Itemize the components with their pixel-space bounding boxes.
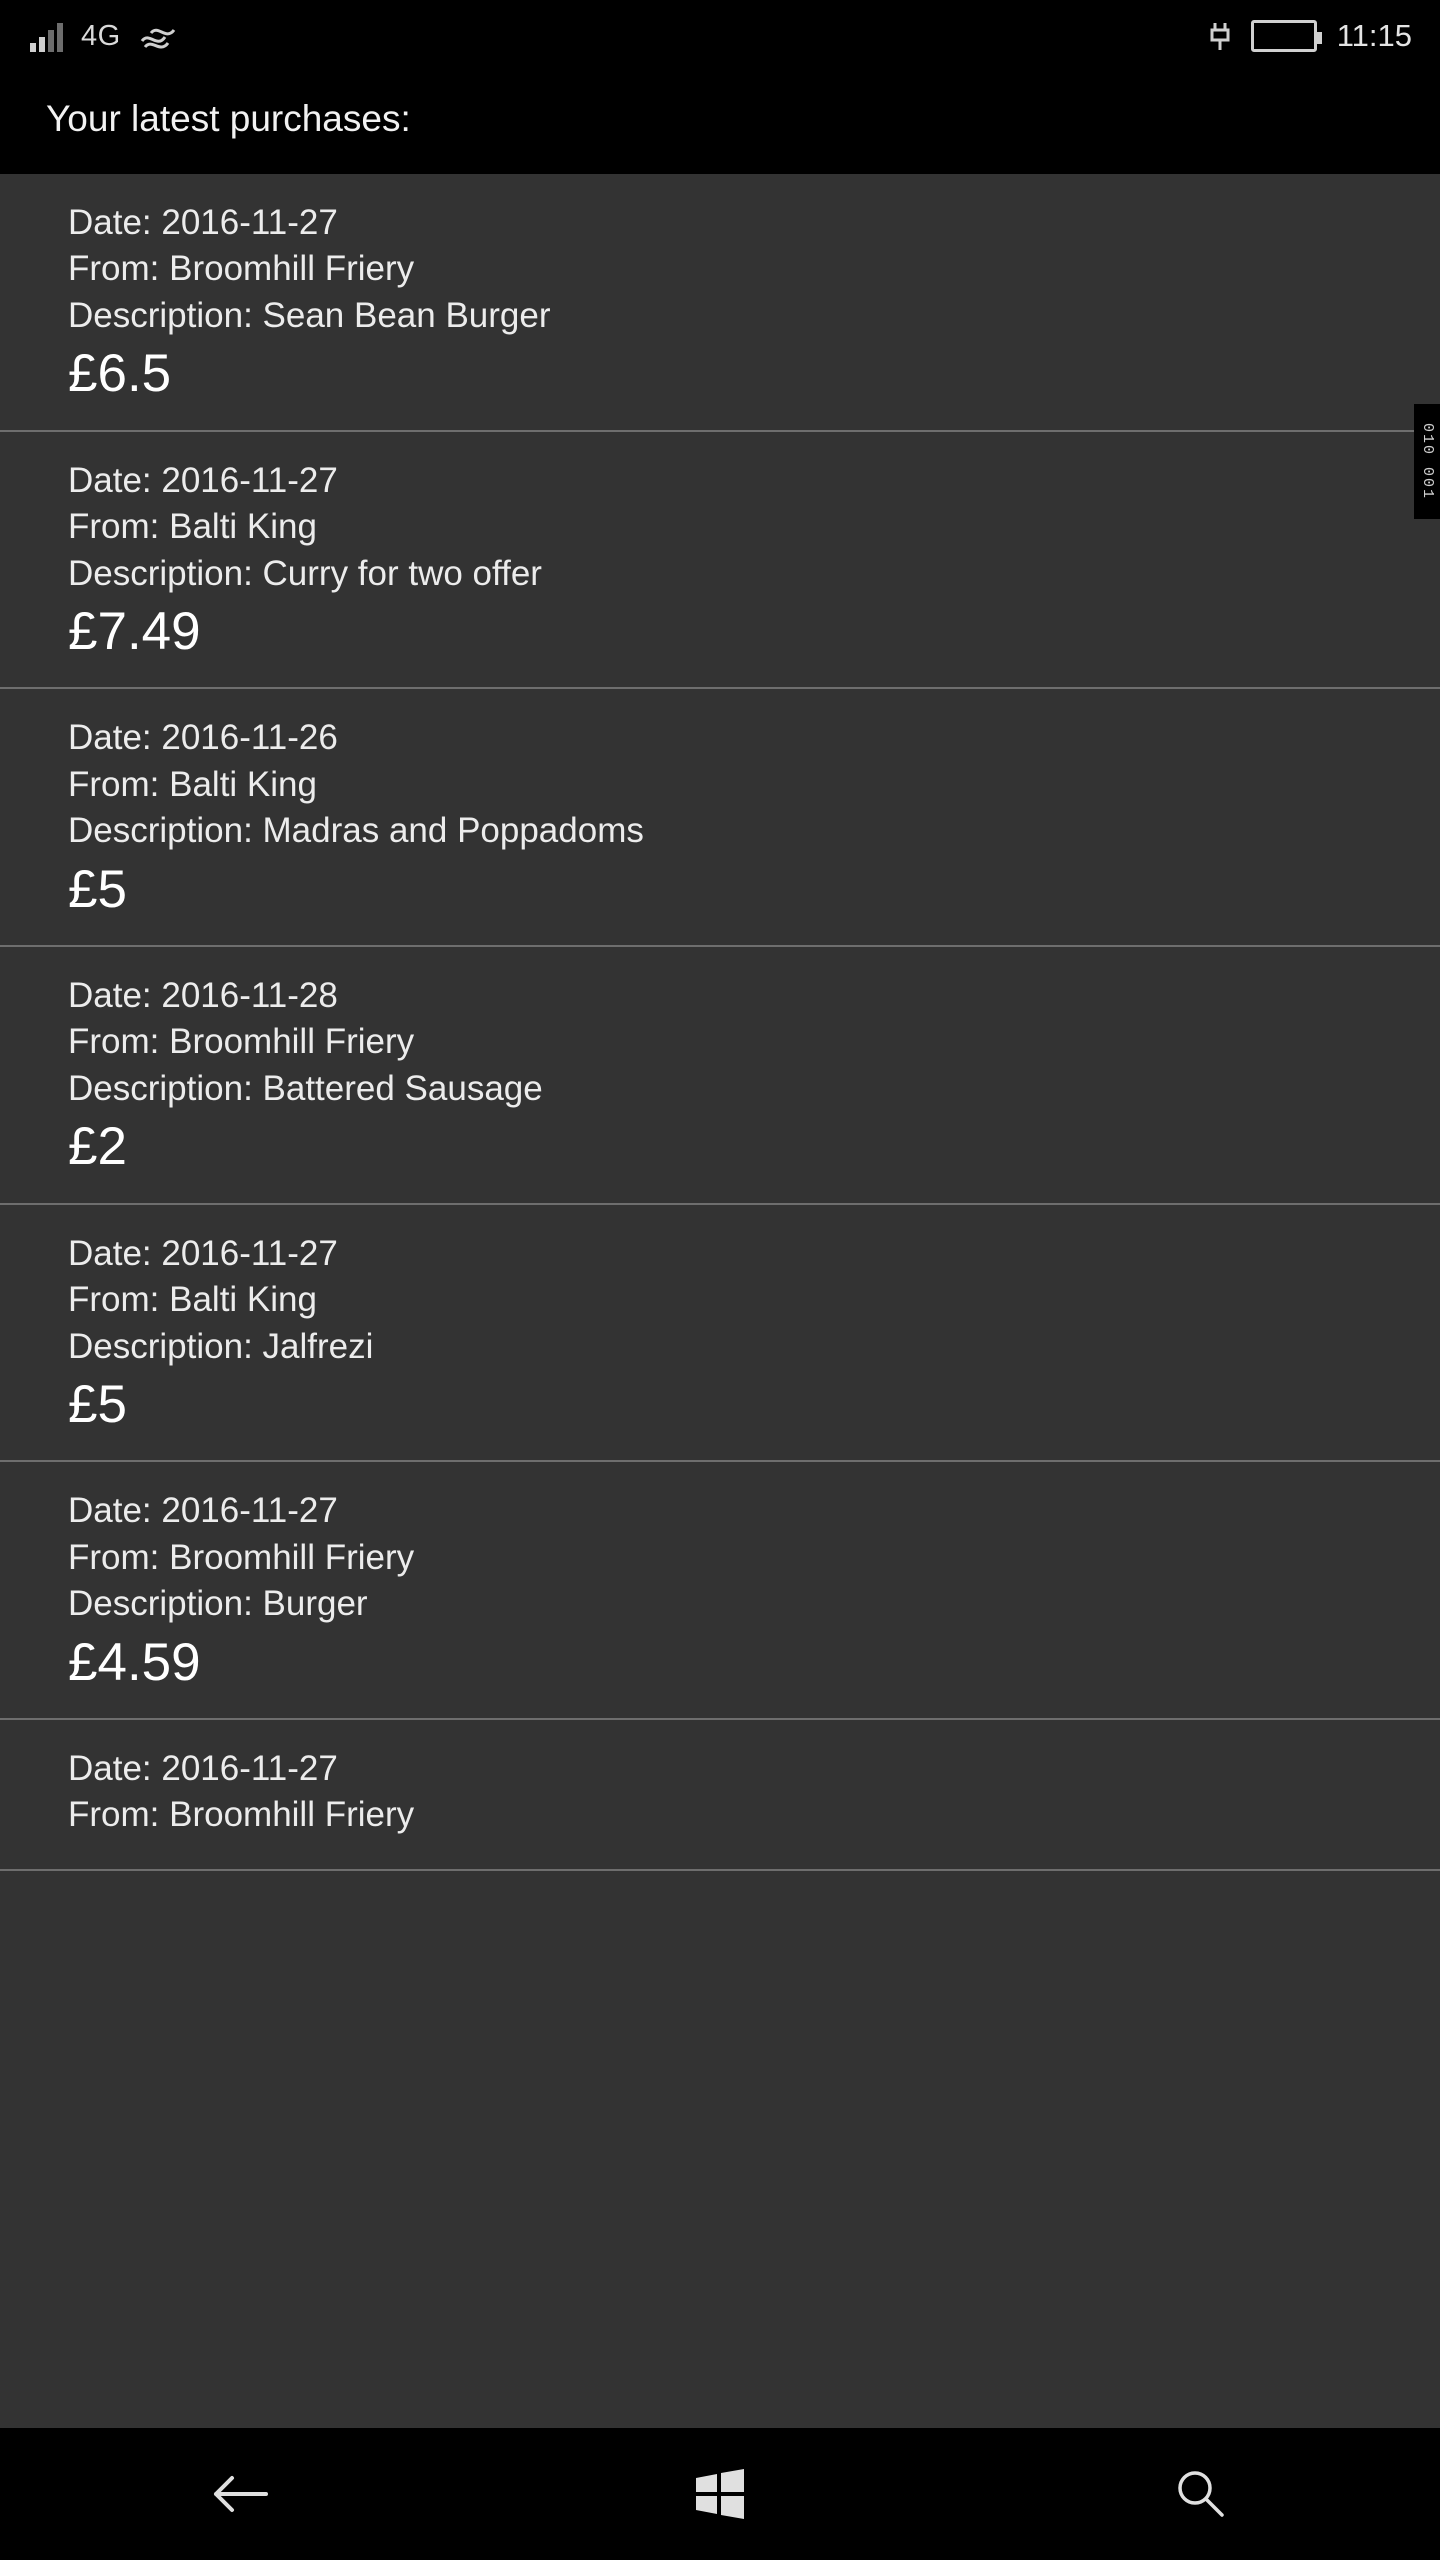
purchase-amount: £5 <box>68 859 127 919</box>
list-item[interactable] <box>0 432 1440 690</box>
purchase-from: From: Broomhill Friery <box>68 249 415 289</box>
purchase-description: Description: Sean Bean Burger <box>68 295 551 335</box>
search-button[interactable] <box>1090 2428 1310 2560</box>
network-type-label: 4G <box>81 19 121 52</box>
purchase-from: From: Broomhill Friery <box>68 1022 415 1062</box>
purchase-description: Description: Jalfrezi <box>68 1326 374 1366</box>
purchase-description: Description: Curry for two offer <box>68 553 542 593</box>
purchase-date: Date: 2016-11-27 <box>68 1233 338 1273</box>
purchase-from: From: Balti King <box>68 507 317 547</box>
list-item[interactable] <box>0 947 1440 1205</box>
purchase-description: Description: Madras and Poppadoms <box>68 811 644 851</box>
purchase-from: From: Broomhill Friery <box>68 1537 415 1577</box>
purchase-amount: £4.59 <box>68 1632 201 1692</box>
purchase-date: Date: 2016-11-27 <box>68 203 338 242</box>
navigation-bar <box>0 2428 1440 2560</box>
scrollbar[interactable] <box>1414 404 1440 519</box>
status-bar-right <box>1209 18 1412 54</box>
back-arrow-icon <box>208 2470 272 2518</box>
status-bar <box>0 0 1440 72</box>
list-item[interactable] <box>0 1720 1440 1871</box>
list-item[interactable] <box>0 689 1440 947</box>
purchase-amount: £5 <box>68 1375 127 1434</box>
purchase-date: Date: 2016-11-28 <box>68 976 338 1016</box>
data-activity-icon <box>139 21 179 51</box>
battery-full-icon <box>1251 20 1317 52</box>
clock-label: 11:15 <box>1336 18 1412 53</box>
purchase-from: From: Balti King <box>68 764 317 804</box>
back-button[interactable] <box>130 2428 350 2560</box>
purchase-date: Date: 2016-11-27 <box>68 1491 338 1531</box>
purchase-date: Date: 2016-11-27 <box>68 1749 338 1789</box>
list-item[interactable] <box>0 174 1440 432</box>
purchase-date: Date: 2016-11-26 <box>68 718 338 758</box>
windows-start-icon <box>692 2466 748 2522</box>
purchase-amount: £2 <box>68 1117 127 1177</box>
purchase-amount: £6.5 <box>68 344 172 404</box>
plug-icon <box>1209 21 1231 51</box>
purchase-from: From: Balti King <box>68 1280 317 1320</box>
status-bar-left <box>30 20 179 53</box>
purchase-date: Date: 2016-11-27 <box>68 460 338 500</box>
list-item[interactable] <box>0 1205 1440 1463</box>
purchase-description: Description: Burger <box>68 1584 368 1624</box>
list-item[interactable] <box>0 1462 1440 1720</box>
purchases-list[interactable] <box>0 174 1440 2428</box>
purchase-description: Description: Battered Sausage <box>68 1068 543 1108</box>
purchase-from: From: Broomhill Friery <box>68 1795 415 1835</box>
scrollbar-label: 010 001 <box>1418 422 1436 501</box>
signal-bars-icon <box>30 20 63 52</box>
start-button[interactable] <box>610 2428 830 2560</box>
search-icon <box>1172 2466 1228 2522</box>
page-title: Your latest purchases: <box>0 72 1440 174</box>
purchase-amount: £7.49 <box>68 601 201 661</box>
